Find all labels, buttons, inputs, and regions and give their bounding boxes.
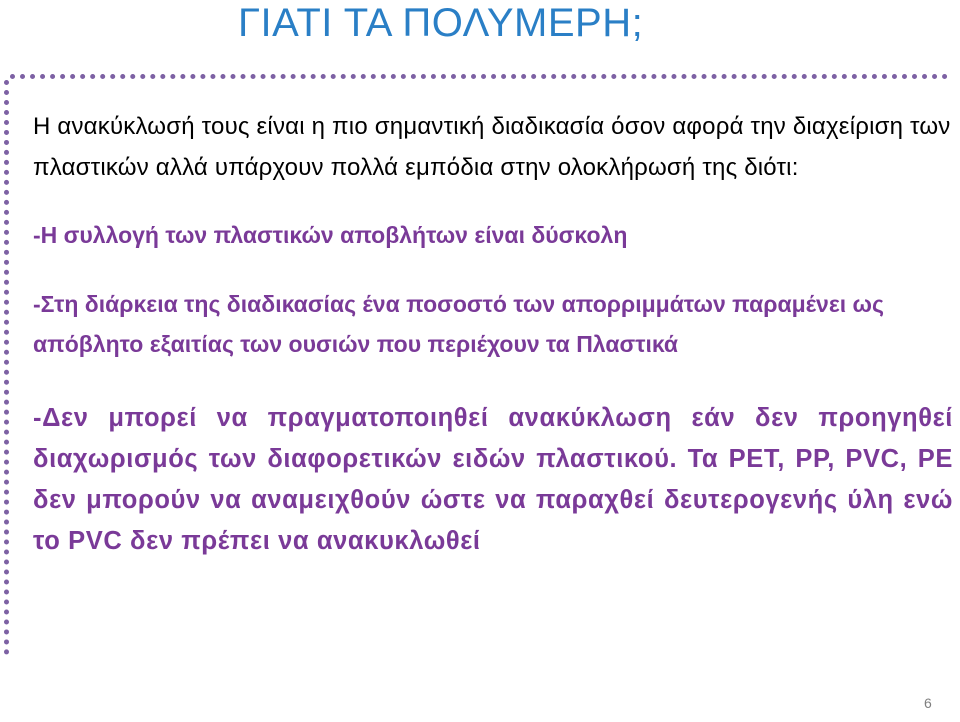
point-separation-required: -Δεν μπορεί να πραγματοποιηθεί ανακύκλωση εάν δεν προηγηθεί διαχωρισμός των διαφορετικών ειδών πλαστικού. Τα PET, PP, PVC, PE δεν μπορούν να αναμειχθούν ώστε να παραχθεί δευτερογενής ύλη ενώ το PVC δεν πρέπει να ανακυκλωθεί <box>33 404 953 555</box>
dotted-frame-top <box>10 74 948 79</box>
point-waste-remains: -Στη διάρκεια της διαδικασίας ένα ποσοστό των απορριμμάτων παραμένει ως απόβλητο εξαιτίας των ουσιών που περιέχουν τα Πλαστικά <box>33 291 884 357</box>
point-collection-difficult: -Η συλλογή των πλαστικών αποβλήτων είναι δύσκολη <box>33 222 628 248</box>
slide-number: 6 <box>924 695 932 711</box>
slide-body <box>33 106 955 562</box>
slide-title: ΓΙΑΤΙ ΤΑ ΠΟΛΥΜΕΡΗ; <box>238 1 644 45</box>
intro-paragraph: Η ανακύκλωσή τους είναι η πιο σημαντική διαδικασία όσον αφορά την διαχείριση των πλαστικών αλλά υπάρχουν πολλά εμπόδια στην ολοκλήρωσή της διότι: <box>33 113 951 181</box>
dotted-frame-left <box>4 80 9 655</box>
